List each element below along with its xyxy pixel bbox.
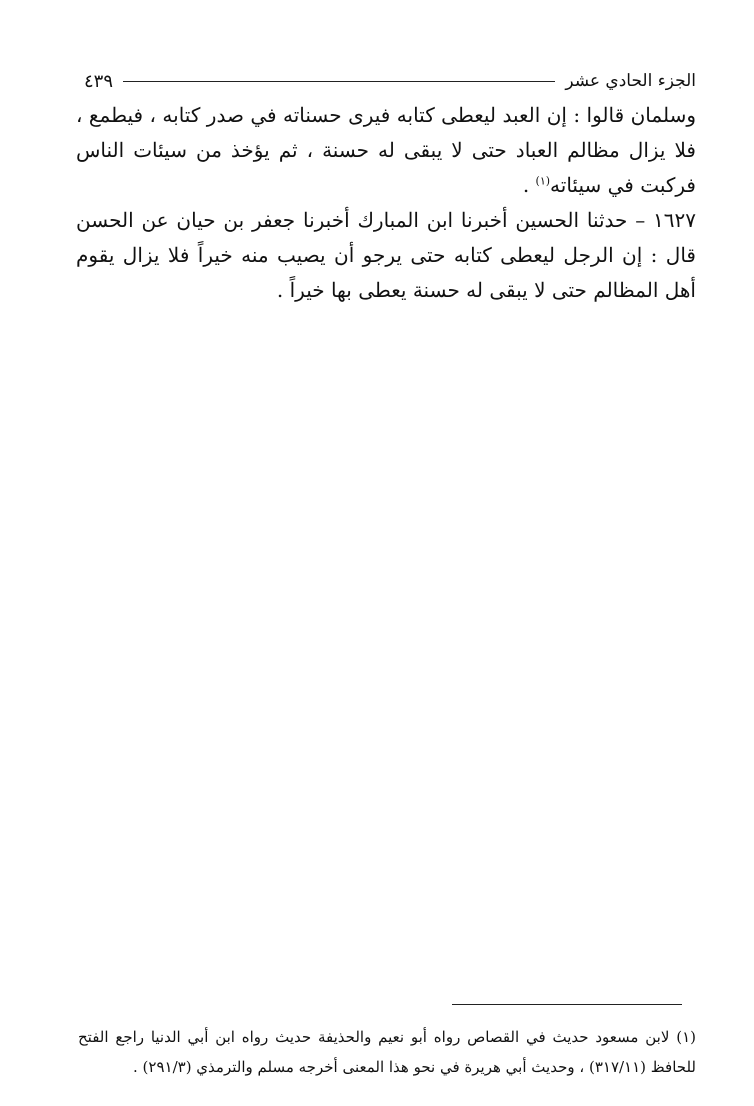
paragraph-1-ending: .: [522, 173, 536, 197]
page-number: ٤٣٩: [84, 70, 114, 92]
running-header: [84, 66, 696, 96]
paragraph-1-text: وسلمان قالوا : إن العبد ليعطى كتابه فيرى حسناته في صدر كتابه ، فيطمع ، فلا يزال مظالم العباد حتى لا يبقى له حسنة ، ثم يؤخذ من سيئات الناس فركبت في سيئاته: [76, 103, 696, 197]
footnote-separator: [452, 1004, 682, 1005]
main-text: [76, 98, 696, 308]
footnotes-section: [78, 1022, 696, 1082]
paragraph-1: [76, 98, 696, 203]
paragraph-2: [76, 203, 696, 308]
footnote-1: (١) لابن مسعود حديث في القصاص رواه أبو نعيم والحذيفة حديث رواه ابن أبي الدنيا راجع الفتح للحافظ (٣١٧/١١) ، وحديث أبي هريرة في نحو هذا المعنى أخرجه مسلم والترمذي (٢٩١/٣) .: [78, 1028, 696, 1076]
header-title: الجزء الحادي عشر: [565, 71, 696, 91]
footnote-marker[interactable]: (١): [535, 174, 551, 188]
paragraph-2-text: ١٦٢٧ – حدثنا الحسين أخبرنا ابن المبارك أخبرنا جعفر بن حيان عن الحسن قال : إن الرجل ليعطى كتابه حتى يرجو أن يصيب منه خيراً فلا يزال يقوم أهل المظالم حتى لا يبقى له حسنة يعطى بها خيراً .: [76, 208, 696, 302]
header-rule: [123, 81, 555, 82]
